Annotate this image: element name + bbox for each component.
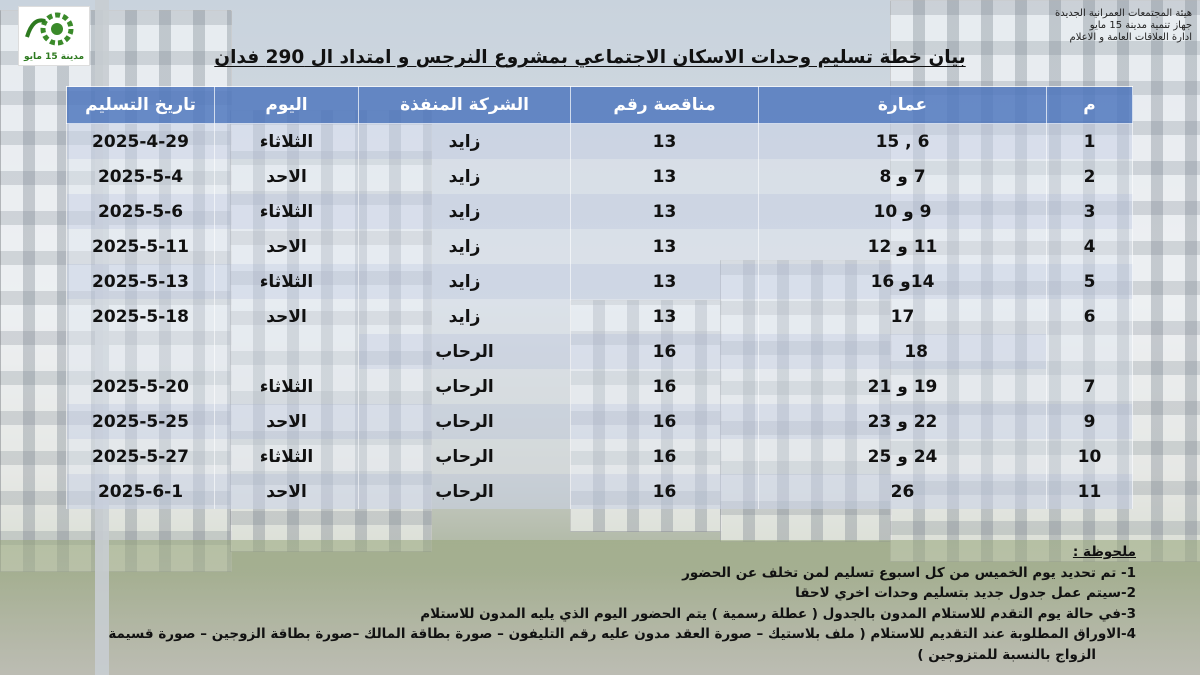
- cell-date: 2025-6-1: [67, 474, 215, 509]
- header-company: الشركة المنفذة: [359, 87, 571, 124]
- cell-num: 10: [1047, 439, 1133, 474]
- cell-day: الثلاثاء: [215, 369, 359, 404]
- cell-building: 24 و 25: [759, 439, 1047, 474]
- cell-date: 2025-5-18: [67, 299, 215, 369]
- cell-building: 9 و 10: [759, 194, 1047, 229]
- cell-building: 6 , 15: [759, 124, 1047, 160]
- cell-num: 3: [1047, 194, 1133, 229]
- table-header-row: [67, 87, 1133, 124]
- table-row: [67, 299, 1133, 334]
- cell-building: 17: [759, 299, 1047, 334]
- header-num: م: [1047, 87, 1133, 124]
- table-row: [67, 159, 1133, 194]
- cell-tender: 16: [571, 334, 759, 369]
- cell-day: الثلاثاء: [215, 439, 359, 474]
- cell-day: الاحد: [215, 159, 359, 194]
- cell-building: 7 و 8: [759, 159, 1047, 194]
- org-line-1: هيئة المجتمعات العمرانية الجديدة: [1054, 8, 1192, 19]
- note-item: الزواج بالنسبة للمتزوجين ): [917, 646, 1096, 663]
- cell-tender: 13: [571, 229, 759, 264]
- cell-tender: 16: [571, 369, 759, 404]
- cell-day: الاحد: [215, 404, 359, 439]
- cell-company: الرحاب: [359, 369, 571, 404]
- table-row: [67, 124, 1133, 160]
- cell-date: 2025-5-13: [67, 264, 215, 299]
- cell-num: 5: [1047, 264, 1133, 299]
- cell-company: زايد: [359, 299, 571, 334]
- cell-tender: 16: [571, 439, 759, 474]
- cell-building: 26: [759, 474, 1047, 509]
- table-row: [67, 229, 1133, 264]
- cell-tender: 16: [571, 474, 759, 509]
- notes-section: [56, 542, 1136, 665]
- cell-company: زايد: [359, 124, 571, 160]
- cell-company: زايد: [359, 194, 571, 229]
- note-item: 1- تم تحديد يوم الخميس من كل اسبوع تسليم لمن تخلف عن الحضور: [682, 564, 1136, 581]
- header-date: تاريخ التسليم: [67, 87, 215, 124]
- cell-tender: 13: [571, 124, 759, 160]
- header-day: اليوم: [215, 87, 359, 124]
- cell-company: الرحاب: [359, 474, 571, 509]
- cell-num: 11: [1047, 474, 1133, 509]
- cell-building: 22 و 23: [759, 404, 1047, 439]
- notes-heading: ملحوظة :: [1072, 544, 1136, 560]
- city-logo: [18, 6, 90, 66]
- cell-tender: 16: [571, 404, 759, 439]
- cell-date: 2025-5-20: [67, 369, 215, 404]
- cell-day: الثلاثاء: [215, 124, 359, 160]
- table-row: [67, 404, 1133, 439]
- cell-date: 2025-5-4: [67, 159, 215, 194]
- cell-company: الرحاب: [359, 404, 571, 439]
- table-row: [67, 369, 1133, 404]
- cell-date: 2025-5-11: [67, 229, 215, 264]
- cell-day: الاحد: [215, 474, 359, 509]
- gear-icon: [19, 7, 89, 65]
- organization-header: [1055, 8, 1192, 44]
- cell-day: الثلاثاء: [215, 264, 359, 299]
- note-item: 3-في حالة يوم التقدم للاستلام المدون بالجدول ( عطلة رسمية ) يتم الحضور اليوم الذي يليه المدون للاستلام: [420, 605, 1136, 622]
- cell-date: 2025-4-29: [67, 124, 215, 160]
- cell-num: 1: [1047, 124, 1133, 160]
- note-item: 4-الاوراق المطلوبة عند التقديم للاستلام ( ملف بلاستيك – صورة العقد مدون عليه رقم التليفون – صورة بطاقة المالك –صورة بطاقة الزوجين – صورة قسيمة: [108, 626, 1136, 642]
- cell-building: 18: [759, 334, 1047, 369]
- table-row: [67, 474, 1133, 509]
- table-row: [67, 194, 1133, 229]
- table-row: [67, 439, 1133, 474]
- table-row: [67, 264, 1133, 299]
- header-building: عمارة: [759, 87, 1047, 124]
- cell-date: 2025-5-27: [67, 439, 215, 474]
- cell-num: 4: [1047, 229, 1133, 264]
- cell-building: 14و 16: [759, 264, 1047, 299]
- cell-company: زايد: [359, 264, 571, 299]
- org-line-3: ادارة العلاقات العامة و الاعلام: [1069, 32, 1192, 43]
- cell-tender: 13: [571, 159, 759, 194]
- cell-num: 2: [1047, 159, 1133, 194]
- cell-tender: 13: [571, 194, 759, 229]
- cell-num: 6: [1047, 299, 1133, 369]
- cell-building: 19 و 21: [759, 369, 1047, 404]
- cell-day: الاحد: [215, 299, 359, 369]
- cell-company: الرحاب: [359, 439, 571, 474]
- cell-tender: 13: [571, 264, 759, 299]
- cell-company: الرحاب: [359, 334, 571, 369]
- delivery-schedule-table: [66, 86, 1133, 509]
- cell-day: الاحد: [215, 229, 359, 264]
- header-tender: مناقصة رقم: [571, 87, 759, 124]
- cell-company: زايد: [359, 229, 571, 264]
- org-line-2: جهاز تنمية مدينة 15 مايو: [1089, 20, 1192, 31]
- cell-company: زايد: [359, 159, 571, 194]
- cell-building: 11 و 12: [759, 229, 1047, 264]
- cell-date: 2025-5-25: [67, 404, 215, 439]
- cell-num: 9: [1047, 404, 1133, 439]
- cell-num: 7: [1047, 369, 1133, 404]
- page-title: بيان خطة تسليم وحدات الاسكان الاجتماعي بمشروع النرجس و امتداد ال 290 فدان: [214, 47, 966, 68]
- svg-text:مدينة 15 مايو: مدينة 15 مايو: [23, 52, 85, 62]
- note-item: 2-سيتم عمل جدول جديد بتسليم وحدات اخري لاحقا: [795, 585, 1136, 601]
- cell-day: الثلاثاء: [215, 194, 359, 229]
- cell-date: 2025-5-6: [67, 194, 215, 229]
- cell-tender: 13: [571, 299, 759, 334]
